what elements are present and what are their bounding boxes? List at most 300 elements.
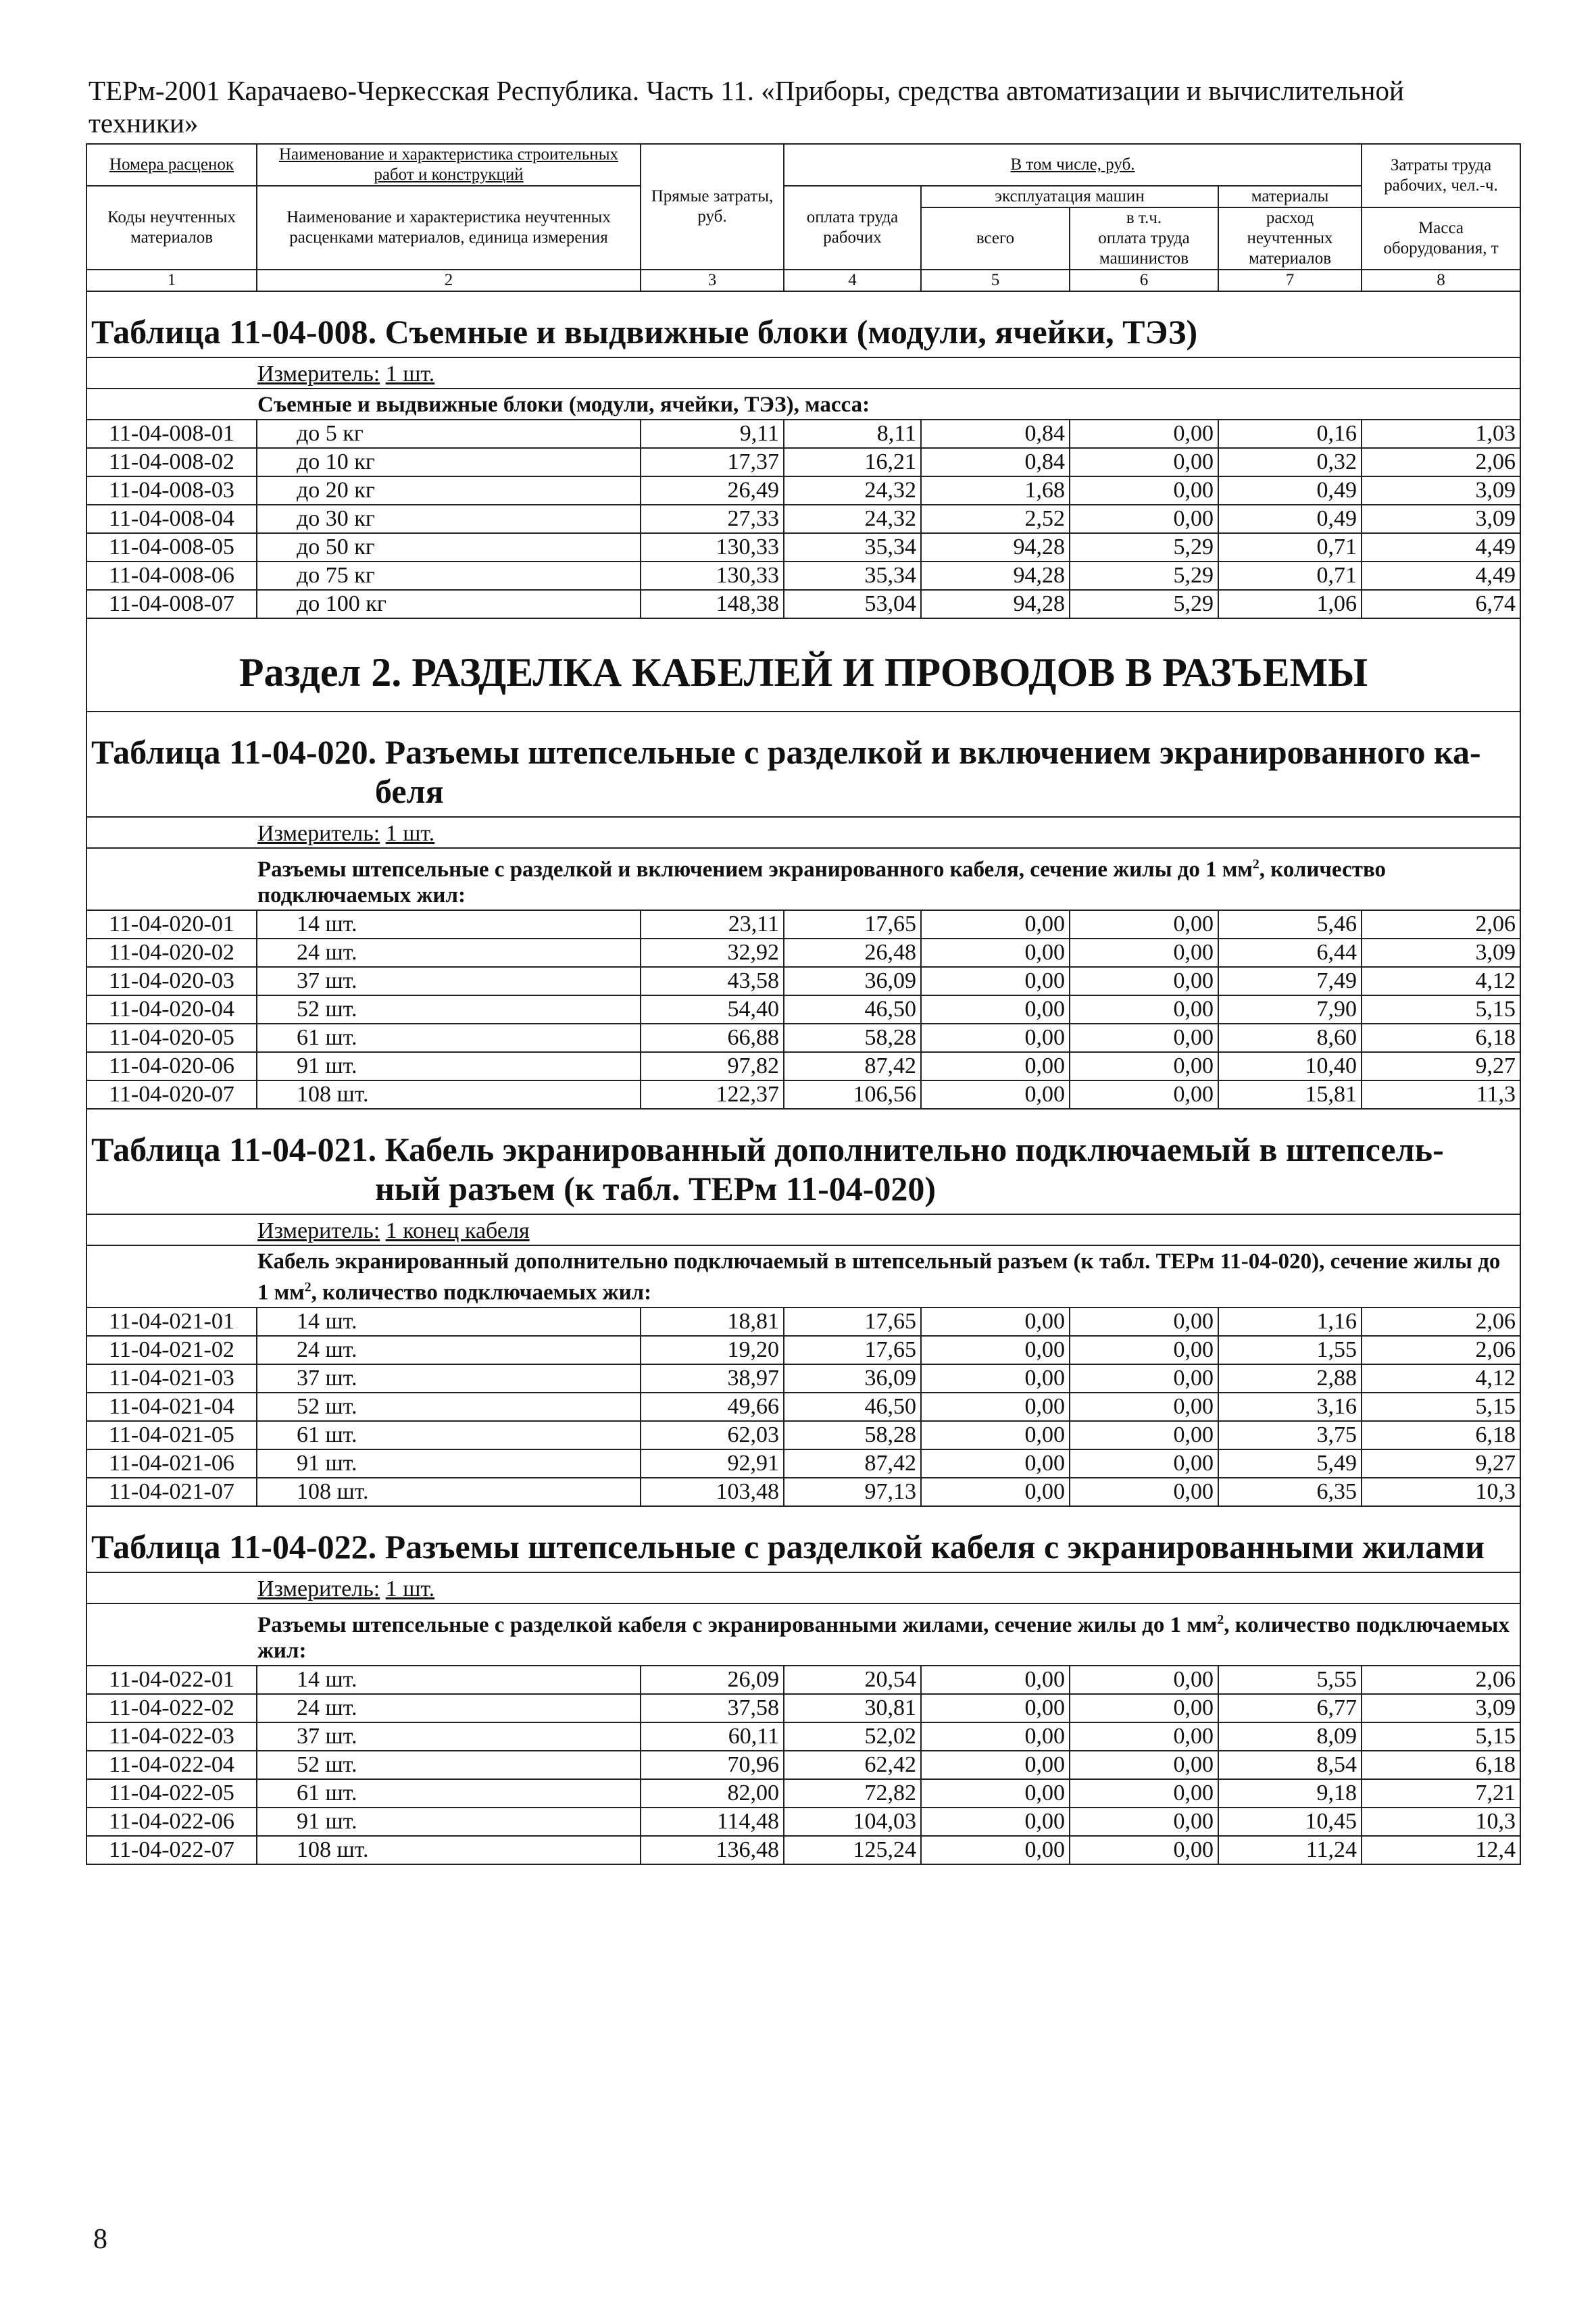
value-cell: 0,00 (921, 910, 1070, 939)
value-cell: 32,92 (641, 939, 784, 967)
col-oplata: оплата труда рабочих (784, 186, 921, 270)
description-text: Кабель экранированный дополнительно подключаемый в штепсельный разъем (к табл. ТЕРм 11-04-020), сечение жилы до 1 $мм^2$, количество подключаемых жил: (257, 1249, 1501, 1305)
value-cell: 6,35 (1218, 1478, 1362, 1506)
rate-name: 24 шт. (257, 939, 641, 967)
description-text: Съемные и выдвижные блоки (модули, ячейки, ТЭЗ), масса: (257, 393, 870, 417)
value-cell: 87,42 (784, 1052, 921, 1080)
value-cell: 0,00 (1070, 505, 1218, 533)
value-cell: 36,09 (784, 1364, 921, 1393)
rate-name: 14 шт. (257, 910, 641, 939)
measure-label: Измеритель: (257, 362, 380, 387)
table-row (86, 1080, 1520, 1109)
col-vsego: всего (921, 207, 1070, 270)
value-cell: 0,00 (921, 1478, 1070, 1506)
value-cell: 17,65 (784, 1336, 921, 1364)
value-cell: 0,00 (1070, 967, 1218, 995)
value-cell: 130,33 (641, 533, 784, 562)
table-row (86, 1836, 1520, 1864)
value-cell: 26,48 (784, 939, 921, 967)
rate-name: 24 шт. (257, 1336, 641, 1364)
value-cell: 94,28 (921, 590, 1070, 618)
rate-code: 11-04-021-03 (86, 1364, 257, 1393)
col-materialy: материалы (1218, 186, 1362, 207)
value-cell: 125,24 (784, 1836, 921, 1864)
rate-code: 11-04-022-04 (86, 1751, 257, 1779)
value-cell: 0,00 (1070, 1694, 1218, 1722)
table-description-cell (86, 848, 1520, 910)
value-cell: 0,00 (1070, 939, 1218, 967)
value-cell: 54,40 (641, 995, 784, 1024)
value-cell: 58,28 (784, 1024, 921, 1052)
value-cell: 66,88 (641, 1024, 784, 1052)
price-table (86, 143, 1521, 1865)
table-title-text: Разъемы штепсельные с разделкой кабеля с экранированными жилами (376, 1528, 1485, 1566)
column-number: 5 (921, 270, 1070, 291)
value-cell: 4,49 (1362, 562, 1520, 590)
rate-name: до 75 кг (257, 562, 641, 590)
value-cell: 49,66 (641, 1393, 784, 1421)
value-cell: 72,82 (784, 1779, 921, 1808)
value-cell: 0,00 (921, 1449, 1070, 1478)
value-cell: 0,00 (1070, 910, 1218, 939)
rate-name: 108 шт. (257, 1478, 641, 1506)
column-number: 1 (86, 270, 257, 291)
col-rashod: расход неучтенных материалов (1218, 207, 1362, 270)
table-code: Таблица 11-04-021. (91, 1130, 377, 1168)
measure-label: Измеритель: (257, 1576, 380, 1601)
rate-code: 11-04-008-02 (86, 448, 257, 476)
rate-code: 11-04-008-06 (86, 562, 257, 590)
table-title (86, 1506, 1520, 1572)
value-cell: 6,18 (1362, 1751, 1520, 1779)
value-cell: 9,11 (641, 420, 784, 448)
rate-name: 52 шт. (257, 995, 641, 1024)
value-cell: 0,00 (921, 1751, 1070, 1779)
table-title-cell (86, 291, 1520, 357)
table-title (86, 712, 1520, 817)
value-cell: 0,00 (1070, 476, 1218, 505)
value-cell: 0,00 (921, 1779, 1070, 1808)
value-cell: 2,06 (1362, 1336, 1520, 1364)
col-naim-top: Наименование и характеристика строительных работ и конструкций (257, 144, 641, 186)
description-text: Разъемы штепсельные с разделкой и включением экранированного кабеля, сечение жилы до 1 $мм^2$, количество подключаемых жил: (257, 857, 1387, 907)
value-cell: 8,09 (1218, 1722, 1362, 1751)
value-cell: 0,71 (1218, 562, 1362, 590)
value-cell: 0,00 (921, 995, 1070, 1024)
value-cell: 4,12 (1362, 1364, 1520, 1393)
value-cell: 0,00 (921, 939, 1070, 967)
rate-code: 11-04-021-07 (86, 1478, 257, 1506)
value-cell: 4,12 (1362, 967, 1520, 995)
value-cell: 3,16 (1218, 1393, 1362, 1421)
value-cell: 1,16 (1218, 1308, 1362, 1336)
value-cell: 0,00 (921, 1364, 1070, 1393)
rate-name: 37 шт. (257, 1364, 641, 1393)
value-cell: 7,21 (1362, 1779, 1520, 1808)
value-cell: 0,00 (921, 1722, 1070, 1751)
value-cell: 0,00 (1070, 1336, 1218, 1364)
value-cell: 0,49 (1218, 505, 1362, 533)
value-cell: 0,84 (921, 448, 1070, 476)
value-cell: 46,50 (784, 1393, 921, 1421)
table-measure-cell (86, 1572, 1520, 1603)
value-cell: 0,00 (1070, 1808, 1218, 1836)
value-cell: 5,29 (1070, 533, 1218, 562)
value-cell: 7,49 (1218, 967, 1362, 995)
table-measure (86, 1214, 1520, 1245)
value-cell: 0,00 (921, 1694, 1070, 1722)
rate-name: 61 шт. (257, 1779, 641, 1808)
value-cell: 15,81 (1218, 1080, 1362, 1109)
table-row (86, 910, 1520, 939)
rate-name: 61 шт. (257, 1024, 641, 1052)
rate-name: 37 шт. (257, 967, 641, 995)
value-cell: 9,18 (1218, 1779, 1362, 1808)
value-cell: 46,50 (784, 995, 921, 1024)
rate-code: 11-04-021-02 (86, 1336, 257, 1364)
value-cell: 17,65 (784, 910, 921, 939)
table-row (86, 1308, 1520, 1336)
value-cell: 0,16 (1218, 420, 1362, 448)
column-number: 6 (1070, 270, 1218, 291)
rate-name: 24 шт. (257, 1694, 641, 1722)
table-row (86, 1393, 1520, 1421)
rate-code: 11-04-022-05 (86, 1779, 257, 1808)
value-cell: 20,54 (784, 1666, 921, 1694)
value-cell: 0,00 (1070, 1393, 1218, 1421)
value-cell: 97,13 (784, 1478, 921, 1506)
rate-name: до 5 кг (257, 420, 641, 448)
col-nomera: Номера расценок (86, 144, 257, 186)
value-cell: 0,00 (921, 1421, 1070, 1449)
value-cell: 0,00 (1070, 1052, 1218, 1080)
value-cell: 5,15 (1362, 995, 1520, 1024)
table-title (86, 291, 1520, 357)
table-description (86, 1245, 1520, 1308)
table-row (86, 939, 1520, 967)
table-row (86, 1666, 1520, 1694)
table-measure-cell (86, 357, 1520, 389)
column-number: 3 (641, 270, 784, 291)
col-naim-bottom: Наименование и характеристика неучтенных расценками материалов, единица измерения (257, 186, 641, 270)
table-description (86, 1603, 1520, 1666)
table-title-continued: беля (375, 772, 444, 810)
value-cell: 0,32 (1218, 448, 1362, 476)
rate-code: 11-04-008-01 (86, 420, 257, 448)
value-cell: 35,34 (784, 533, 921, 562)
table-row (86, 562, 1520, 590)
table-row (86, 1808, 1520, 1836)
table-title (86, 1109, 1520, 1214)
value-cell: 62,42 (784, 1751, 921, 1779)
value-cell: 0,00 (921, 1336, 1070, 1364)
table-row (86, 967, 1520, 995)
value-cell: 2,88 (1218, 1364, 1362, 1393)
col-v-tom-chisle: В том числе, руб. (784, 144, 1362, 186)
rate-code: 11-04-021-01 (86, 1308, 257, 1336)
value-cell: 6,44 (1218, 939, 1362, 967)
value-cell: 0,71 (1218, 533, 1362, 562)
table-row (86, 505, 1520, 533)
value-cell: 10,40 (1218, 1052, 1362, 1080)
table-measure (86, 357, 1520, 389)
rate-code: 11-04-008-05 (86, 533, 257, 562)
value-cell: 0,00 (1070, 1478, 1218, 1506)
value-cell: 2,06 (1362, 1666, 1520, 1694)
value-cell: 0,00 (921, 967, 1070, 995)
value-cell: 6,74 (1362, 590, 1520, 618)
value-cell: 5,55 (1218, 1666, 1362, 1694)
rate-name: 52 шт. (257, 1751, 641, 1779)
rate-code: 11-04-022-01 (86, 1666, 257, 1694)
table-row (86, 533, 1520, 562)
measure-value: 1 шт. (385, 1576, 435, 1601)
value-cell: 1,68 (921, 476, 1070, 505)
rate-name: до 30 кг (257, 505, 641, 533)
rate-name: 91 шт. (257, 1052, 641, 1080)
table-measure-cell (86, 1214, 1520, 1245)
rate-name: до 20 кг (257, 476, 641, 505)
value-cell: 9,27 (1362, 1449, 1520, 1478)
table-title-continued: ный разъем (к табл. ТЕРм 11-04-020) (375, 1170, 937, 1208)
value-cell: 23,11 (641, 910, 784, 939)
value-cell: 5,15 (1362, 1393, 1520, 1421)
table-row (86, 1364, 1520, 1393)
table-row (86, 448, 1520, 476)
value-cell: 52,02 (784, 1722, 921, 1751)
value-cell: 8,11 (784, 420, 921, 448)
value-cell: 62,03 (641, 1421, 784, 1449)
value-cell: 1,06 (1218, 590, 1362, 618)
table-title-cell (86, 1109, 1520, 1214)
value-cell: 0,00 (1070, 1024, 1218, 1052)
table-description (86, 848, 1520, 910)
value-cell: 0,00 (1070, 1421, 1218, 1449)
column-number: 7 (1218, 270, 1362, 291)
value-cell: 104,03 (784, 1808, 921, 1836)
rate-name: 14 шт. (257, 1666, 641, 1694)
table-row (86, 476, 1520, 505)
col-ekspl: эксплуатация машин (921, 186, 1218, 207)
value-cell: 8,60 (1218, 1024, 1362, 1052)
rate-code: 11-04-022-07 (86, 1836, 257, 1864)
table-body (86, 144, 1520, 1864)
value-cell: 103,48 (641, 1478, 784, 1506)
value-cell: 82,00 (641, 1779, 784, 1808)
rate-code: 11-04-020-02 (86, 939, 257, 967)
value-cell: 24,32 (784, 476, 921, 505)
table-code: Таблица 11-04-020. (91, 733, 377, 771)
rate-code: 11-04-020-04 (86, 995, 257, 1024)
value-cell: 94,28 (921, 562, 1070, 590)
table-title-text: Съемные и выдвижные блоки (модули, ячейки, ТЭЗ) (376, 313, 1198, 351)
table-description-cell (86, 1245, 1520, 1308)
rate-code: 11-04-022-06 (86, 1808, 257, 1836)
value-cell: 0,00 (1070, 1666, 1218, 1694)
value-cell: 26,49 (641, 476, 784, 505)
measure-label: Измеритель: (257, 821, 380, 846)
value-cell: 19,20 (641, 1336, 784, 1364)
value-cell: 5,29 (1070, 590, 1218, 618)
value-cell: 0,00 (921, 1393, 1070, 1421)
value-cell: 148,38 (641, 590, 784, 618)
value-cell: 0,00 (1070, 1779, 1218, 1808)
value-cell: 94,28 (921, 533, 1070, 562)
rate-name: 14 шт. (257, 1308, 641, 1336)
value-cell: 17,65 (784, 1308, 921, 1336)
value-cell: 0,00 (1070, 448, 1218, 476)
table-row (86, 1052, 1520, 1080)
column-numbers-row (86, 270, 1520, 291)
rate-code: 11-04-020-03 (86, 967, 257, 995)
value-cell: 58,28 (784, 1421, 921, 1449)
value-cell: 2,06 (1362, 1308, 1520, 1336)
value-cell: 26,09 (641, 1666, 784, 1694)
rate-code: 11-04-021-05 (86, 1421, 257, 1449)
col-pryamye: Прямые затраты, руб. (641, 144, 784, 270)
value-cell: 0,00 (1070, 1080, 1218, 1109)
table-measure (86, 1572, 1520, 1603)
col-massa: Масса оборудования, т (1362, 207, 1520, 270)
value-cell: 24,32 (784, 505, 921, 533)
table-code: Таблица 11-04-022. (91, 1528, 377, 1566)
rate-code: 11-04-020-05 (86, 1024, 257, 1052)
rate-name: 61 шт. (257, 1421, 641, 1449)
table-row (86, 995, 1520, 1024)
value-cell: 10,3 (1362, 1478, 1520, 1506)
col-kody: Коды неучтенных материалов (86, 186, 257, 270)
header-row-1 (86, 144, 1520, 186)
value-cell: 17,37 (641, 448, 784, 476)
value-cell: 0,00 (921, 1308, 1070, 1336)
value-cell: 97,82 (641, 1052, 784, 1080)
measure-value: 1 шт. (385, 362, 435, 387)
table-row (86, 1779, 1520, 1808)
value-cell: 0,00 (1070, 1751, 1218, 1779)
value-cell: 5,49 (1218, 1449, 1362, 1478)
rate-code: 11-04-008-03 (86, 476, 257, 505)
value-cell: 130,33 (641, 562, 784, 590)
section-heading-cell: Раздел 2. РАЗДЕЛКА КАБЕЛЕЙ И ПРОВОДОВ В РАЗЪЕМЫ (86, 618, 1520, 712)
value-cell: 6,18 (1362, 1024, 1520, 1052)
rate-code: 11-04-008-07 (86, 590, 257, 618)
table-row (86, 1336, 1520, 1364)
table-code: Таблица 11-04-008. (91, 313, 377, 351)
value-cell: 1,03 (1362, 420, 1520, 448)
col-oplata-mash: в т.ч. оплата труда машинистов (1070, 207, 1218, 270)
rate-name: 91 шт. (257, 1449, 641, 1478)
description-text: Разъемы штепсельные с разделкой кабеля с экранированными жилами, сечение жилы до 1 $мм^2$, количество подключаемых жил: (257, 1612, 1510, 1663)
table-row (86, 1751, 1520, 1779)
value-cell: 106,56 (784, 1080, 921, 1109)
table-row (86, 1694, 1520, 1722)
rate-name: 108 шт. (257, 1836, 641, 1864)
measure-value: 1 конец кабеля (385, 1218, 530, 1243)
rate-name: до 100 кг (257, 590, 641, 618)
value-cell: 136,48 (641, 1836, 784, 1864)
value-cell: 9,27 (1362, 1052, 1520, 1080)
rate-name: 37 шт. (257, 1722, 641, 1751)
column-number: 8 (1362, 270, 1520, 291)
value-cell: 36,09 (784, 967, 921, 995)
value-cell: 53,04 (784, 590, 921, 618)
value-cell: 114,48 (641, 1808, 784, 1836)
table-measure-cell (86, 817, 1520, 848)
value-cell: 37,58 (641, 1694, 784, 1722)
value-cell: 8,54 (1218, 1751, 1362, 1779)
value-cell: 12,4 (1362, 1836, 1520, 1864)
value-cell: 5,46 (1218, 910, 1362, 939)
value-cell: 92,91 (641, 1449, 784, 1478)
rate-name: до 10 кг (257, 448, 641, 476)
rate-code: 11-04-021-06 (86, 1449, 257, 1478)
table-row (86, 1478, 1520, 1506)
rate-code: 11-04-021-04 (86, 1393, 257, 1421)
running-title: ТЕРм-2001 Карачаево-Черкесская Республика. Часть 11. «Приборы, средства автоматизации и вычислительной техники» (89, 75, 1404, 139)
value-cell: 5,29 (1070, 562, 1218, 590)
value-cell: 3,09 (1362, 1694, 1520, 1722)
table-title-text: Разъемы штепсельные с разделкой и включением экранированного ка- (376, 733, 1481, 771)
header-row-2 (86, 186, 1520, 207)
value-cell: 10,45 (1218, 1808, 1362, 1836)
value-cell: 6,18 (1362, 1421, 1520, 1449)
rate-code: 11-04-020-07 (86, 1080, 257, 1109)
value-cell: 5,15 (1362, 1722, 1520, 1751)
value-cell: 0,84 (921, 420, 1070, 448)
value-cell: 0,00 (921, 1052, 1070, 1080)
rate-code: 11-04-020-06 (86, 1052, 257, 1080)
measure-label: Измеритель: (257, 1218, 380, 1243)
table-row (86, 1722, 1520, 1751)
value-cell: 38,97 (641, 1364, 784, 1393)
table-row (86, 420, 1520, 448)
value-cell: 70,96 (641, 1751, 784, 1779)
value-cell: 10,3 (1362, 1808, 1520, 1836)
table-description-cell (86, 1603, 1520, 1666)
rate-name: 108 шт. (257, 1080, 641, 1109)
rate-code: 11-04-008-04 (86, 505, 257, 533)
page (86, 74, 1520, 1865)
value-cell: 0,00 (1070, 1364, 1218, 1393)
value-cell: 11,24 (1218, 1836, 1362, 1864)
value-cell: 0,00 (921, 1836, 1070, 1864)
value-cell: 0,00 (1070, 1836, 1218, 1864)
value-cell: 60,11 (641, 1722, 784, 1751)
value-cell: 3,75 (1218, 1421, 1362, 1449)
value-cell: 6,77 (1218, 1694, 1362, 1722)
value-cell: 2,06 (1362, 910, 1520, 939)
table-title-cell (86, 712, 1520, 817)
section-heading (86, 618, 1520, 712)
rate-name: 91 шт. (257, 1808, 641, 1836)
value-cell: 43,58 (641, 967, 784, 995)
value-cell: 0,00 (1070, 1449, 1218, 1478)
value-cell: 0,00 (921, 1024, 1070, 1052)
table-description-cell (86, 389, 1520, 420)
value-cell: 3,09 (1362, 505, 1520, 533)
value-cell: 0,00 (1070, 420, 1218, 448)
value-cell: 3,09 (1362, 476, 1520, 505)
rate-code: 11-04-022-03 (86, 1722, 257, 1751)
value-cell: 2,06 (1362, 448, 1520, 476)
value-cell: 0,00 (1070, 1308, 1218, 1336)
value-cell: 87,42 (784, 1449, 921, 1478)
value-cell: 0,00 (921, 1666, 1070, 1694)
value-cell: 18,81 (641, 1308, 784, 1336)
value-cell: 122,37 (641, 1080, 784, 1109)
table-row (86, 1449, 1520, 1478)
value-cell: 30,81 (784, 1694, 921, 1722)
